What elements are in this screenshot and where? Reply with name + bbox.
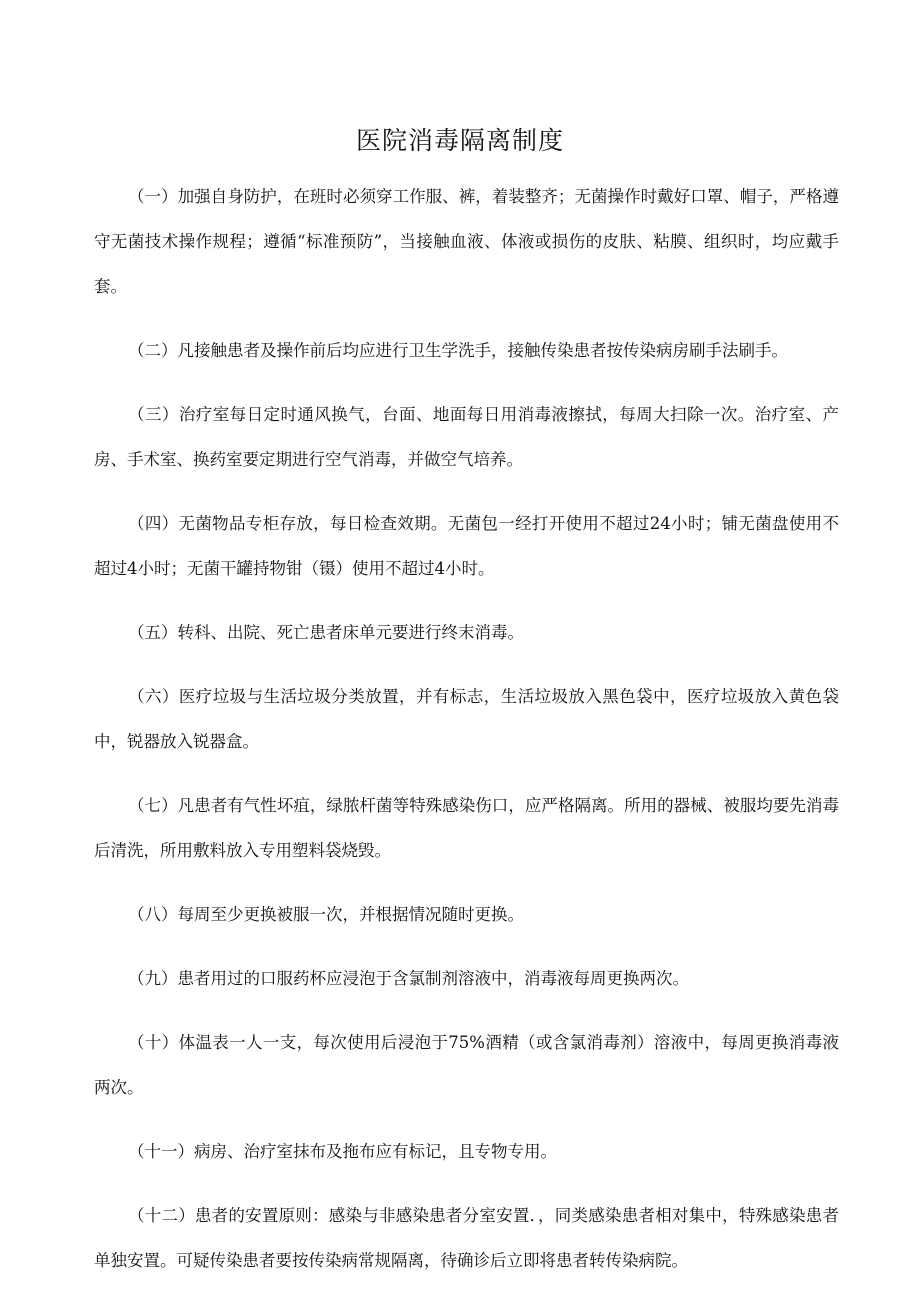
paragraph-6: （六）医疗垃圾与生活垃圾分类放置，并有标志，生活垃圾放入黑色袋中，医疗垃圾放入黄色袋中，锐器放入锐器盒。 (94, 687, 839, 751)
paragraph-7: （七）凡患者有气性坏疽，绿脓杆菌等特殊感染伤口，应严格隔离。所用的器械、被服均要先消毒后清洗，所用敷料放入专用塑料袋烧毁。 (94, 796, 839, 860)
paragraph-1: （一）加强自身防护，在班时必须穿工作服、裤，着装整齐；无菌操作时戴好口罩、帽子，严格遵守无菌技术操作规程；遵循“标准预防”，当接触血液、体液或损伤的皮肤、粘膜、组织时，均应戴手套。 (94, 187, 839, 296)
paragraph-9: （九）患者用过的口服药杯应浸泡于含氯制剂溶液中，消毒液每周更换两次。 (128, 969, 689, 988)
paragraph-8: （八）每周至少更换被服一次，并根据情况随时更换。 (128, 905, 524, 924)
paragraph-10: （十）体温表一人一支，每次使用后浸泡于75%酒精（或含氯消毒剂）溶液中，每周更换消毒液两次。 (94, 1033, 839, 1097)
document-body (94, 174, 839, 1302)
paragraph-12: （十二）患者的安置原则：感染与非感染患者分室安置．，同类感染患者相对集中，特殊感染患者单独安置。可疑传染患者要按传染病常规隔离，待确诊后立即将患者转传染病院。 (94, 1206, 839, 1270)
paragraph-3: （三）治疗室每日定时通风换气，台面、地面每日用消毒液擦拭，每周大扫除一次。治疗室、产房、手术室、换药室要定期进行空气消毒，并做空气培养。 (94, 405, 839, 469)
paragraph-11: （十一）病房、治疗室抹布及拖布应有标记，且专物专用。 (128, 1142, 557, 1161)
paragraph-5: （五）转科、出院、死亡患者床单元要进行终末消毒。 (128, 623, 524, 642)
document-title: 医院消毒隔离制度 (355, 126, 564, 155)
paragraph-4: （四）无菌物品专柜存放，每日检查效期。无菌包一经打开使用不超过24小时；铺无菌盘使用不超过4小时；无菌干罐持物钳（镊）使用不超过4小时。 (94, 514, 839, 578)
paragraph-2: （二）凡接触患者及操作前后均应进行卫生学洗手，接触传染患者按传染病房刷手法刷手。 (128, 341, 788, 360)
